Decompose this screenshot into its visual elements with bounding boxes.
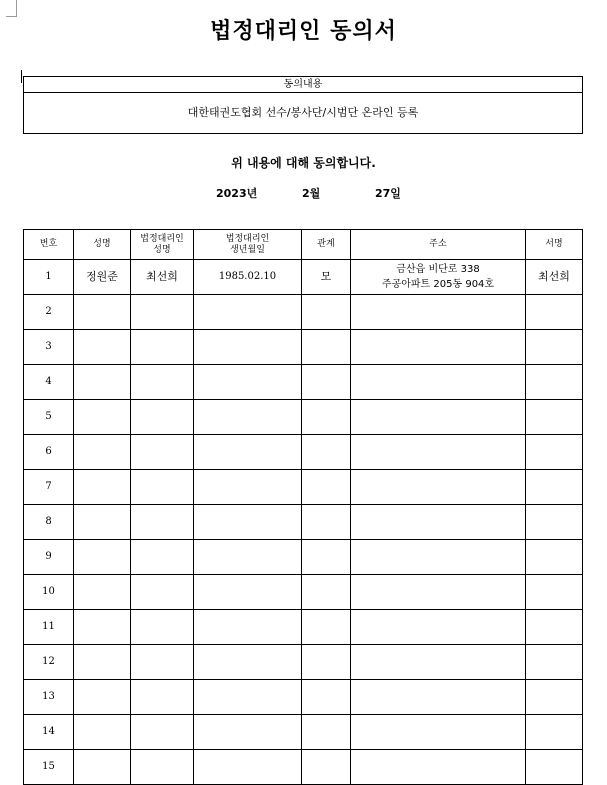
cell-guardian-name[interactable]	[131, 365, 194, 400]
cell-guardian-birth[interactable]	[194, 295, 302, 330]
cell-name[interactable]	[74, 715, 131, 750]
cell-guardian-name[interactable]	[131, 470, 194, 505]
row-number: 14	[24, 715, 74, 750]
row-number: 9	[24, 540, 74, 575]
row-number: 8	[24, 505, 74, 540]
cell-signature[interactable]	[526, 540, 583, 575]
cell-relation[interactable]	[302, 750, 351, 785]
cell-signature[interactable]	[526, 470, 583, 505]
cell-guardian-birth[interactable]	[194, 715, 302, 750]
cell-name[interactable]	[74, 575, 131, 610]
cell-guardian-name[interactable]	[131, 750, 194, 785]
row-number: 15	[24, 750, 74, 785]
cell-address[interactable]	[351, 435, 526, 470]
table-body	[24, 260, 583, 785]
table-row	[24, 295, 583, 330]
cell-guardian-birth[interactable]	[194, 645, 302, 680]
cell-relation[interactable]	[302, 645, 351, 680]
cell-signature[interactable]	[526, 365, 583, 400]
consent-content: 대한태권도협회 선수/봉사단/시범단 온라인 등록	[187, 106, 419, 119]
cell-guardian-name[interactable]	[131, 435, 194, 470]
cell-address[interactable]	[351, 680, 526, 715]
cell-guardian-name[interactable]	[131, 645, 194, 680]
table-row	[24, 505, 583, 540]
header-guardian-name: 법정대리인 성명	[131, 230, 194, 260]
cell-signature[interactable]	[526, 645, 583, 680]
document-title: 법정대리인 동의서	[210, 19, 397, 44]
cell-relation[interactable]	[302, 330, 351, 365]
cell-guardian-birth[interactable]	[194, 505, 302, 540]
cell-relation[interactable]	[302, 610, 351, 645]
cell-signature[interactable]	[526, 750, 583, 785]
header-guardian-birth: 법정대리인 생년월일	[194, 230, 302, 260]
header-no: 번호	[24, 230, 74, 260]
row-number: 2	[24, 295, 74, 330]
row-number: 13	[24, 680, 74, 715]
header-relation: 관계	[302, 230, 351, 260]
table-row	[24, 540, 583, 575]
cell-signature[interactable]	[526, 435, 583, 470]
cell-guardian-birth[interactable]	[194, 330, 302, 365]
cell-guardian-name[interactable]	[131, 610, 194, 645]
cell-address[interactable]	[351, 330, 526, 365]
cell-guardian-birth[interactable]	[194, 400, 302, 435]
row-number: 12	[24, 645, 74, 680]
cell-guardian-birth[interactable]	[194, 435, 302, 470]
cell-relation[interactable]	[302, 400, 351, 435]
date-month: 2월	[302, 187, 321, 200]
table-row	[24, 645, 583, 680]
cell-guardian-birth[interactable]	[194, 470, 302, 505]
date-day: 27일	[375, 187, 401, 200]
row-number: 5	[24, 400, 74, 435]
cell-guardian-name[interactable]	[131, 540, 194, 575]
cell-name[interactable]	[74, 540, 131, 575]
cell-address[interactable]	[351, 750, 526, 785]
cell-address[interactable]	[351, 645, 526, 680]
table-row	[24, 750, 583, 785]
cell-guardian-name[interactable]	[131, 330, 194, 365]
cell-relation[interactable]	[302, 540, 351, 575]
cell-address[interactable]	[351, 575, 526, 610]
row-number: 7	[24, 470, 74, 505]
header-signature: 서명	[526, 230, 583, 260]
cell-address[interactable]	[351, 400, 526, 435]
cell-relation[interactable]	[302, 575, 351, 610]
table-row	[24, 715, 583, 750]
cell-signature[interactable]	[526, 680, 583, 715]
cell-relation[interactable]	[302, 435, 351, 470]
cell-name: 정원준	[74, 260, 131, 295]
cell-address[interactable]	[351, 295, 526, 330]
cell-guardian-name[interactable]	[131, 295, 194, 330]
row-number: 6	[24, 435, 74, 470]
cell-signature[interactable]	[526, 295, 583, 330]
consent-box	[23, 76, 583, 134]
cell-relation[interactable]	[302, 470, 351, 505]
cell-guardian-birth: 1985.02.10	[194, 260, 302, 295]
cell-signature[interactable]	[526, 505, 583, 540]
cell-name[interactable]	[74, 295, 131, 330]
cell-guardian-birth[interactable]	[194, 610, 302, 645]
cell-signature: 최선희	[526, 260, 583, 295]
cell-address	[351, 260, 526, 295]
cell-guardian-name[interactable]	[131, 680, 194, 715]
row-number: 3	[24, 330, 74, 365]
cell-signature[interactable]	[526, 610, 583, 645]
table-row	[24, 680, 583, 715]
table-row	[24, 365, 583, 400]
cell-guardian-name[interactable]	[131, 715, 194, 750]
guardian-table	[23, 229, 583, 785]
cell-guardian-birth[interactable]	[194, 540, 302, 575]
cell-relation: 모	[302, 260, 351, 295]
cell-name[interactable]	[74, 400, 131, 435]
cell-relation[interactable]	[302, 505, 351, 540]
cell-address[interactable]	[351, 540, 526, 575]
cell-address[interactable]	[351, 470, 526, 505]
cell-relation[interactable]	[302, 715, 351, 750]
table-row	[24, 575, 583, 610]
row-number: 10	[24, 575, 74, 610]
cell-name[interactable]	[74, 645, 131, 680]
cell-address[interactable]	[351, 610, 526, 645]
cell-guardian-birth[interactable]	[194, 365, 302, 400]
cell-guardian-name[interactable]	[131, 505, 194, 540]
cell-address[interactable]	[351, 505, 526, 540]
cell-relation[interactable]	[302, 365, 351, 400]
cell-name[interactable]	[74, 750, 131, 785]
cell-guardian-name[interactable]	[131, 400, 194, 435]
row-number: 1	[24, 260, 74, 295]
table-row	[24, 610, 583, 645]
consent-heading: 동의내용	[24, 77, 582, 93]
cell-guardian-name: 최선희	[131, 260, 194, 295]
cell-signature[interactable]	[526, 400, 583, 435]
cell-guardian-birth[interactable]	[194, 680, 302, 715]
cell-address[interactable]	[351, 365, 526, 400]
consent-statement: 위 내용에 대해 동의합니다.	[231, 156, 376, 170]
cell-guardian-name[interactable]	[131, 575, 194, 610]
address-line: 금산읍 비단로 338	[396, 264, 480, 275]
cell-name[interactable]	[74, 330, 131, 365]
cell-signature[interactable]	[526, 330, 583, 365]
cell-name[interactable]	[74, 610, 131, 645]
cell-signature[interactable]	[526, 715, 583, 750]
row-number: 4	[24, 365, 74, 400]
cell-signature[interactable]	[526, 575, 583, 610]
address-line: 주공아파트 205동 904호	[381, 279, 495, 290]
text-cursor	[21, 70, 22, 83]
table-row	[24, 400, 583, 435]
cell-guardian-birth[interactable]	[194, 750, 302, 785]
cell-relation[interactable]	[302, 680, 351, 715]
cell-relation[interactable]	[302, 295, 351, 330]
cell-name[interactable]	[74, 435, 131, 470]
table-row	[24, 330, 583, 365]
cell-address[interactable]	[351, 715, 526, 750]
cell-name[interactable]	[74, 470, 131, 505]
cell-name[interactable]	[74, 505, 131, 540]
cell-name[interactable]	[74, 680, 131, 715]
date-year: 2023년	[216, 187, 258, 200]
table-header-row	[24, 230, 583, 260]
cell-name[interactable]	[74, 365, 131, 400]
cell-guardian-birth[interactable]	[194, 575, 302, 610]
table-row	[24, 260, 583, 295]
table-row	[24, 435, 583, 470]
table-row	[24, 470, 583, 505]
row-number: 11	[24, 610, 74, 645]
header-name: 성명	[74, 230, 131, 260]
header-address: 주소	[351, 230, 526, 260]
